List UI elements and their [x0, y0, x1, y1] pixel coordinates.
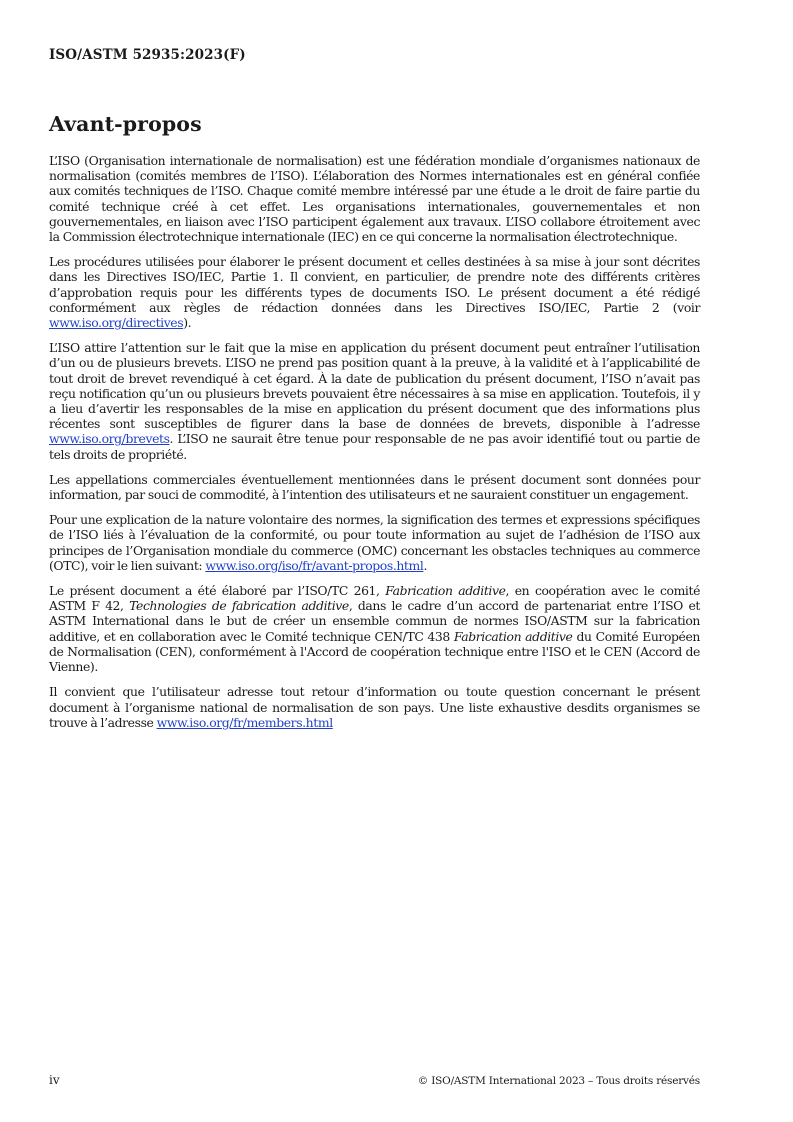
paragraph-iso-organisation	[49, 153, 700, 244]
page-number: iv	[49, 1073, 60, 1087]
members-link[interactable]: www.iso.org/fr/members.html	[156, 714, 333, 730]
foreword-link[interactable]: www.iso.org/iso/fr/avant-propos.html	[205, 557, 424, 573]
paragraph-trade-names	[49, 472, 700, 502]
committee-title-italic: Fabrication additive	[453, 628, 573, 644]
paragraph-patents	[49, 340, 700, 462]
document-identifier: ISO/ASTM 52935:2023(F)	[49, 47, 246, 63]
paragraph-text: L’ISO (Organisation internationale de normalisation) est une fédération mondiale d’organismes nationaux de normalisation (comités membres de l’ISO). L’élaboration des Normes internationales est en général confiée aux comités techniques de l’ISO. Chaque comité membre intéressé par une étude a le droit de faire partie du comité technique créé à cet effet. Les organisations internationales, gouvernementales et non gouvernementales, en liaison avec l’ISO participent également aux travaux. L’ISO collabore étroitement avec la Commission électrotechnique internationale (IEC) en ce qui concerne la normalisation électrotechnique.	[49, 153, 700, 245]
paragraph-text: , dans le cadre d’un accord de partenariat entre l’ISO et ASTM International dans le but de créer un ensemble commun de normes ISO/ASTM sur la fabrication additive, et en collaboration avec le Comité technique CEN/TC 438	[49, 598, 700, 644]
committee-title-italic: Technologies de fabrication additive	[129, 598, 349, 614]
foreword-body	[49, 153, 700, 740]
copyright-notice: © ISO/ASTM International 2023 – Tous droits réservés	[417, 1075, 700, 1087]
paragraph-procedures	[49, 254, 700, 330]
directives-link[interactable]: www.iso.org/directives	[49, 315, 184, 331]
paragraph-feedback	[49, 684, 700, 730]
page-title: Avant-propos	[49, 112, 202, 136]
paragraph-text: Les appellations commerciales éventuellement mentionnées dans le présent document sont données pour information, par souci de commodité, à l’intention des utilisateurs et ne sauraient constituer un engagement.	[49, 471, 700, 503]
paragraph-text: . L’ISO ne saurait être tenue pour responsable de ne pas avoir identifié tout ou partie de tels droits de propriété.	[49, 431, 700, 462]
paragraph-text: Les procédures utilisées pour élaborer le présent document et celles destinées à sa mise à jour sont décrites dans les Directives ISO/IEC, Partie 1. Il convient, en particulier, de prendre note des différents critères d’approbation requis pour les différents types de documents ISO. Le présent document a été rédigé conformément aux règles de rédaction données dans les Directives ISO/IEC, Partie 2 (voir	[49, 254, 700, 315]
paragraph-voluntary-nature	[49, 512, 700, 573]
paragraph-text: , en coopération avec le comité ASTM F 42,	[49, 583, 700, 614]
paragraph-text: Le présent document a été élaboré par l’ISO/TC 261,	[49, 583, 386, 599]
paragraph-text: Il convient que l’utilisateur adresse tout retour d’information ou toute question concernant le présent document à l’organisme national de normalisation de son pays. Une liste exhaustive desdits organismes se trouve à l’adresse	[49, 684, 700, 730]
committee-title-italic: Fabrication additive	[385, 583, 506, 599]
paragraph-text: ).	[183, 315, 192, 331]
paragraph-text: Pour une explication de la nature volontaire des normes, la signification des termes et expressions spécifiques de l’ISO liés à l’évaluation de la conformité, ou pour toute information au sujet de l’adhésion de l’ISO aux principes de l’Organisation mondiale du commerce (OMC) concernant les obstacles techniques au commerce (OTC), voir le lien suivant:	[49, 512, 700, 573]
paragraph-committee	[49, 583, 700, 674]
paragraph-text: L’ISO attire l’attention sur le fait que la mise en application du présent document peut entraîner l’utilisation d’un ou de plusieurs brevets. L’ISO ne prend pas position quant à la preuve, à la validité et à l’applicabilité de tout droit de brevet revendiqué à cet égard. À la date de publication du présent document, l’ISO n’avait pas reçu notification qu’un ou plusieurs brevets pouvaient être nécessaires à sa mise en application. Toutefois, il y a lieu d’avertir les responsables de la mise en application du présent document que des informations plus récentes sont susceptibles de figurer dans la base de données de brevets, disponible à l’adresse	[49, 340, 700, 432]
paragraph-text: du Comité Européen de Normalisation (CEN), conformément à l'Accord de coopération technique entre l'ISO et le CEN (Accord de Vienne).	[49, 628, 700, 675]
patents-link[interactable]: www.iso.org/brevets	[49, 431, 170, 447]
paragraph-text: .	[423, 557, 427, 573]
